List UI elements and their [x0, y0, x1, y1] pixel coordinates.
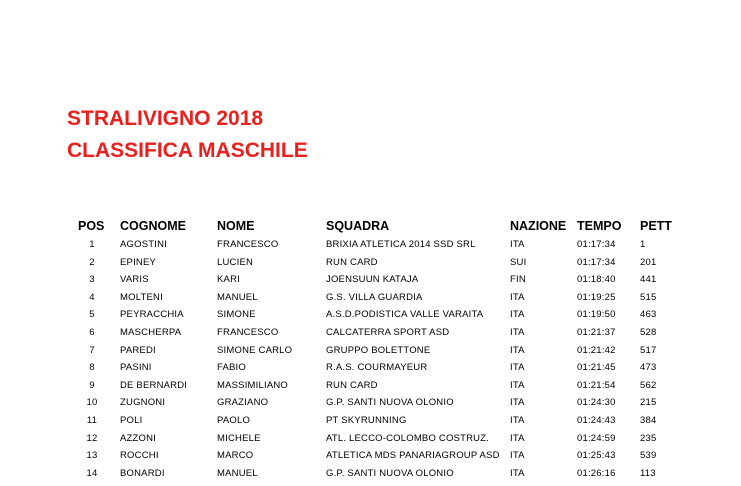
cell-nome: FRANCESCO	[217, 326, 279, 338]
cell-tempo: 01:25:43	[577, 450, 616, 462]
cell-nome: KARI	[217, 274, 240, 286]
cell-pett: 463	[640, 309, 657, 321]
cell-nome: LUCIEN	[217, 256, 254, 268]
table-row	[0, 359, 741, 377]
cell-tempo: 01:24:59	[577, 432, 616, 444]
cell-nazione: ITA	[510, 326, 525, 338]
cell-tempo: 01:21:42	[577, 344, 616, 356]
cell-nome: SIMONE CARLO	[217, 344, 293, 356]
cell-cognome: EPINEY	[120, 256, 157, 268]
cell-squadra: JOENSUUN KATAJA	[326, 274, 419, 286]
cell-cognome: PAREDI	[120, 344, 156, 356]
cell-nazione: ITA	[510, 239, 525, 250]
table-row	[0, 254, 741, 272]
table-row	[0, 271, 741, 289]
cell-pos: 14	[86, 467, 98, 479]
cell-pett: 539	[640, 450, 657, 462]
cell-squadra: A.S.D.PODISTICA VALLE VARAITA	[326, 309, 484, 321]
cell-pos: 8	[89, 362, 95, 374]
header-nome: NOME	[217, 219, 255, 233]
cell-squadra: BRIXIA ATLETICA 2014 SSD SRL	[326, 239, 476, 250]
cell-pos: 11	[86, 414, 98, 426]
cell-cognome: ZUGNONI	[120, 397, 166, 409]
cell-pett: 441	[640, 274, 657, 286]
cell-tempo: 01:17:34	[577, 256, 616, 268]
cell-tempo: 01:24:30	[577, 397, 616, 409]
cell-tempo: 01:24:43	[577, 414, 616, 426]
table-row	[0, 342, 741, 360]
cell-pos: 7	[89, 344, 95, 356]
cell-squadra: R.A.S. COURMAYEUR	[326, 362, 428, 374]
cell-tempo: 01:26:16	[577, 467, 616, 479]
cell-tempo: 01:21:45	[577, 362, 616, 374]
cell-cognome: BONARDI	[120, 467, 165, 479]
cell-squadra: CALCATERRA SPORT ASD	[326, 326, 450, 338]
header-pos: POS	[78, 219, 105, 233]
cell-pos: 3	[89, 274, 95, 286]
cell-pos: 6	[89, 326, 95, 338]
cell-nome: GRAZIANO	[217, 397, 269, 409]
cell-cognome: DE BERNARDI	[120, 379, 188, 391]
table-row	[0, 447, 741, 465]
table-row	[0, 412, 741, 430]
cell-pos: 1	[89, 239, 95, 250]
cell-pett: 215	[640, 397, 657, 409]
cell-pett: 1	[640, 239, 646, 250]
table-row	[0, 377, 741, 395]
cell-tempo: 01:18:40	[577, 274, 616, 286]
cell-nazione: ITA	[510, 414, 525, 426]
cell-nome: SIMONE	[217, 309, 256, 321]
cell-cognome: MASCHERPA	[120, 326, 182, 338]
cell-nazione: ITA	[510, 344, 525, 356]
cell-cognome: MOLTENI	[120, 291, 163, 303]
table-row	[0, 236, 741, 254]
header-cognome: COGNOME	[120, 219, 186, 233]
cell-pos: 4	[89, 291, 95, 303]
cell-squadra: RUN CARD	[326, 379, 378, 391]
cell-nome: MARCO	[217, 450, 254, 462]
cell-squadra: GRUPPO BOLETTONE	[326, 344, 431, 356]
cell-nazione: FIN	[510, 274, 526, 286]
cell-nazione: SUI	[510, 256, 527, 268]
header-tempo: TEMPO	[577, 219, 622, 233]
cell-squadra: ATL. LECCO-COLOMBO COSTRUZ.	[326, 432, 490, 444]
cell-nome: PAOLO	[217, 414, 251, 426]
cell-nazione: ITA	[510, 450, 525, 462]
cell-nome: MANUEL	[217, 291, 258, 303]
cell-cognome: ROCCHI	[120, 450, 159, 462]
cell-nome: MICHELE	[217, 432, 261, 444]
table-header-row	[0, 218, 741, 236]
cell-pett: 562	[640, 379, 657, 391]
cell-tempo: 01:19:50	[577, 309, 616, 321]
cell-cognome: PEYRACCHIA	[120, 309, 184, 321]
results-table	[0, 218, 741, 482]
cell-tempo: 01:17:34	[577, 239, 616, 250]
cell-cognome: POLI	[120, 414, 143, 426]
cell-pos: 10	[86, 397, 98, 409]
cell-pett: 528	[640, 326, 657, 338]
table-row	[0, 324, 741, 342]
cell-tempo: 01:21:54	[577, 379, 616, 391]
cell-nazione: ITA	[510, 309, 525, 321]
cell-nome: FRANCESCO	[217, 239, 279, 250]
cell-nazione: ITA	[510, 432, 525, 444]
cell-nazione: ITA	[510, 362, 525, 374]
cell-pos: 5	[89, 309, 95, 321]
cell-squadra: G.S. VILLA GUARDIA	[326, 291, 423, 303]
cell-squadra: PT SKYRUNNING	[326, 414, 407, 426]
cell-cognome: AZZONI	[120, 432, 157, 444]
cell-pos: 12	[86, 432, 98, 444]
table-row	[0, 289, 741, 307]
table-row	[0, 430, 741, 448]
header-pett: PETT	[640, 219, 672, 233]
cell-nome: MANUEL	[217, 467, 258, 479]
cell-nazione: ITA	[510, 379, 525, 391]
table-row	[0, 394, 741, 412]
cell-tempo: 01:21:37	[577, 326, 616, 338]
cell-cognome: AGOSTINI	[120, 239, 167, 250]
cell-tempo: 01:19:25	[577, 291, 616, 303]
cell-nome: MASSIMILIANO	[217, 379, 289, 391]
page-title: STRALIVIGNO 2018	[67, 107, 264, 130]
table-body	[0, 236, 741, 482]
cell-squadra: ATLETICA MDS PANARIAGROUP ASD	[326, 450, 500, 462]
cell-pett: 235	[640, 432, 657, 444]
cell-pett: 384	[640, 414, 657, 426]
cell-squadra: G.P. SANTI NUOVA OLONIO	[326, 467, 454, 479]
cell-cognome: PASINI	[120, 362, 152, 374]
cell-pett: 201	[640, 256, 657, 268]
cell-pos: 2	[89, 256, 95, 268]
cell-squadra: RUN CARD	[326, 256, 378, 268]
cell-pett: 515	[640, 291, 657, 303]
cell-nome: FABIO	[217, 362, 246, 374]
cell-cognome: VARIS	[120, 274, 149, 286]
cell-pos: 9	[89, 379, 95, 391]
cell-nazione: ITA	[510, 291, 525, 303]
header-nazione: NAZIONE	[510, 219, 567, 233]
cell-pos: 13	[86, 450, 98, 462]
cell-nazione: ITA	[510, 397, 525, 409]
page-subtitle: CLASSIFICA MASCHILE	[67, 139, 308, 162]
cell-pett: 473	[640, 362, 657, 374]
table-row	[0, 306, 741, 324]
table-row	[0, 465, 741, 483]
header-squadra: SQUADRA	[326, 219, 390, 233]
cell-squadra: G.P. SANTI NUOVA OLONIO	[326, 397, 454, 409]
cell-pett: 113	[640, 467, 656, 479]
cell-nazione: ITA	[510, 467, 525, 479]
cell-pett: 517	[640, 344, 657, 356]
